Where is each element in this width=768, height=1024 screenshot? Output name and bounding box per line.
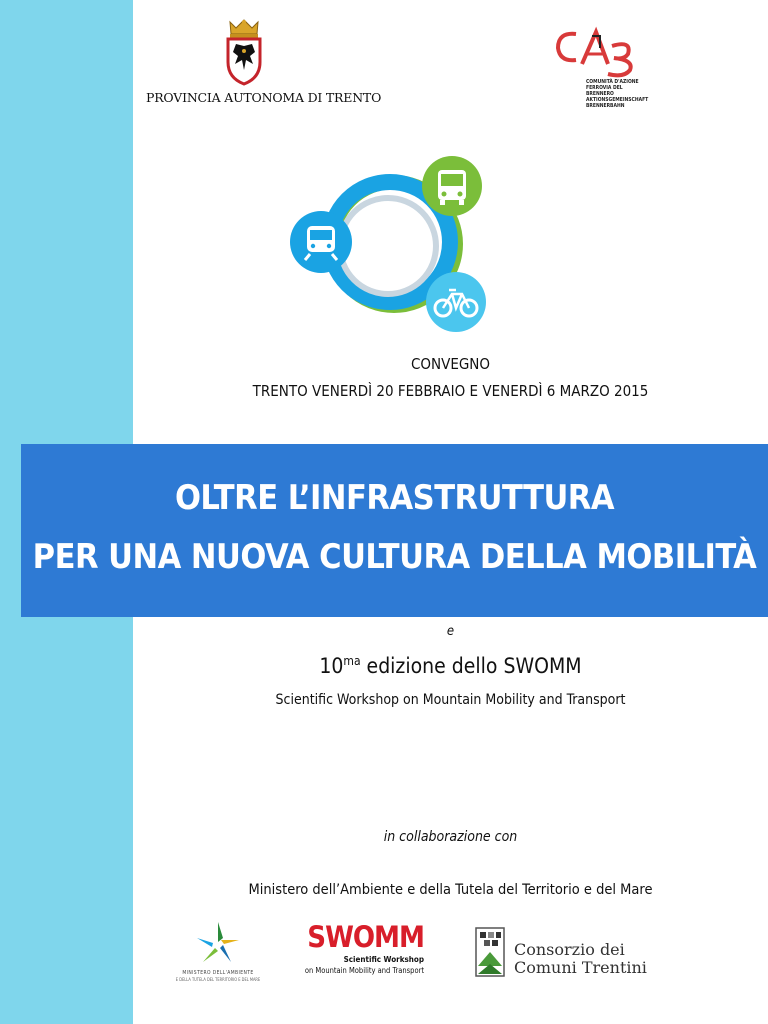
mobility-ring-graphic (290, 156, 490, 336)
star-logo-icon (193, 918, 243, 968)
provincia-name: PROVINCIA AUTONOMA DI TRENTO (146, 90, 382, 105)
workshop-full-name: Scientific Workshop on Mountain Mobility and Transport (275, 692, 626, 708)
consorzio-name-line2: Comuni Trentini (514, 958, 647, 977)
consorzio-name-line1: Consorzio dei (514, 940, 625, 959)
consorzio-emblem-icon (474, 926, 506, 978)
train-icon (290, 211, 352, 273)
cab-logo (552, 26, 649, 114)
title-banner (21, 444, 768, 617)
bus-icon (422, 156, 482, 216)
banner-title-line1: OLTRE L’INFRASTRUTTURA (174, 478, 615, 518)
provincia-logo (146, 18, 382, 110)
ministry-logo-caption1: MINISTERO DELL'AMBIENTE (182, 970, 254, 976)
edition-number: 10 (319, 654, 344, 678)
ministry-name: Ministero dell’Ambiente e della Tutela del Territorio e del Mare (248, 882, 653, 898)
consorzio-logo (472, 924, 647, 982)
crest-icon (222, 18, 266, 86)
swomm-logo-line2: on Mountain Mobility and Transport (304, 966, 424, 975)
collaboration-intro: in collaborazione con (383, 829, 518, 845)
ministry-logo-caption2: E DELLA TUTELA DEL TERRITORIO E DEL MARE (175, 977, 261, 982)
cab-letters-icon (552, 26, 642, 78)
bike-icon (426, 272, 486, 332)
swomm-logo-line1: Scientific Workshop (343, 955, 424, 964)
banner-title-line2: PER UNA NUOVA CULTURA DELLA MOBILITÀ (32, 537, 757, 577)
edition-heading (133, 654, 768, 678)
event-type: CONVEGNO (410, 355, 491, 373)
cab-caption: COMUNITÀ D'AZIONE FERROVIA DEL BRENNERO AKTIONSGEMEINSCHAFT BRENNERBAHN (586, 79, 649, 109)
event-info (133, 351, 768, 405)
event-dates: TRENTO VENERDÌ 20 FEBBRAIO E VENERDÌ 6 MARZO 2015 (252, 382, 649, 400)
swomm-logo-title: SWOMM (307, 920, 424, 954)
edition-suffix: ma (343, 654, 361, 668)
swomm-logo (304, 920, 426, 984)
edition-text: edizione dello SWOMM (360, 654, 582, 678)
conjunction: e (446, 624, 455, 639)
ministry-logo (168, 918, 268, 984)
